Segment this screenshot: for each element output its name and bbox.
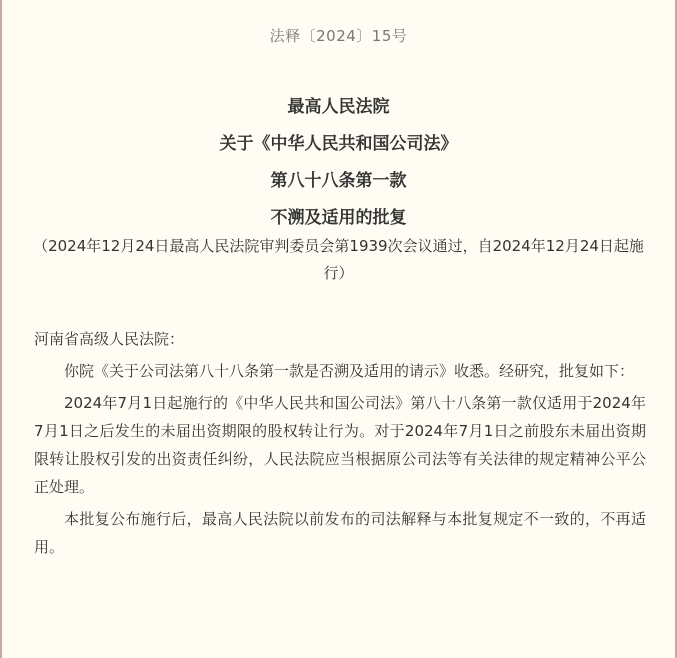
document-title bbox=[2, 89, 675, 237]
title-line-subject: 不溯及适用的批复 bbox=[270, 208, 407, 228]
title-line-article: 第八十八条第一款 bbox=[270, 171, 407, 191]
document-number: 法释〔2024〕15号 bbox=[269, 27, 408, 45]
salutation: 河南省高级人民法院： bbox=[34, 330, 185, 348]
paragraph-ruling: 2024年7月1日起施行的《中华人民共和国公司法》第八十八条第一款仅适用于2024年7月1日之后发生的未届出资期限的股权转让行为。对于2024年7月1日之前股东未届出资期限转让股权引发的出资责任纠纷，人民法院应当根据原公司法等有关法律的规定精神公平公正处理。 bbox=[34, 394, 646, 496]
paragraph-effect: 本批复公布施行后，最高人民法院以前发布的司法解释与本批复规定不一致的，不再适用。 bbox=[34, 510, 646, 556]
title-line-issuer: 最高人民法院 bbox=[287, 97, 390, 117]
title-line-law: 关于《中华人民共和国公司法》 bbox=[219, 134, 458, 154]
adoption-note: （2024年12月24日最高人民法院审判委员会第1939次会议通过，自2024年12月24日起施行） bbox=[33, 237, 644, 282]
document-body bbox=[34, 325, 646, 565]
paragraph-receipt: 你院《关于公司法第八十八条第一款是否溯及适用的请示》收悉。经研究，批复如下： bbox=[64, 362, 635, 380]
document-page bbox=[2, 0, 675, 658]
